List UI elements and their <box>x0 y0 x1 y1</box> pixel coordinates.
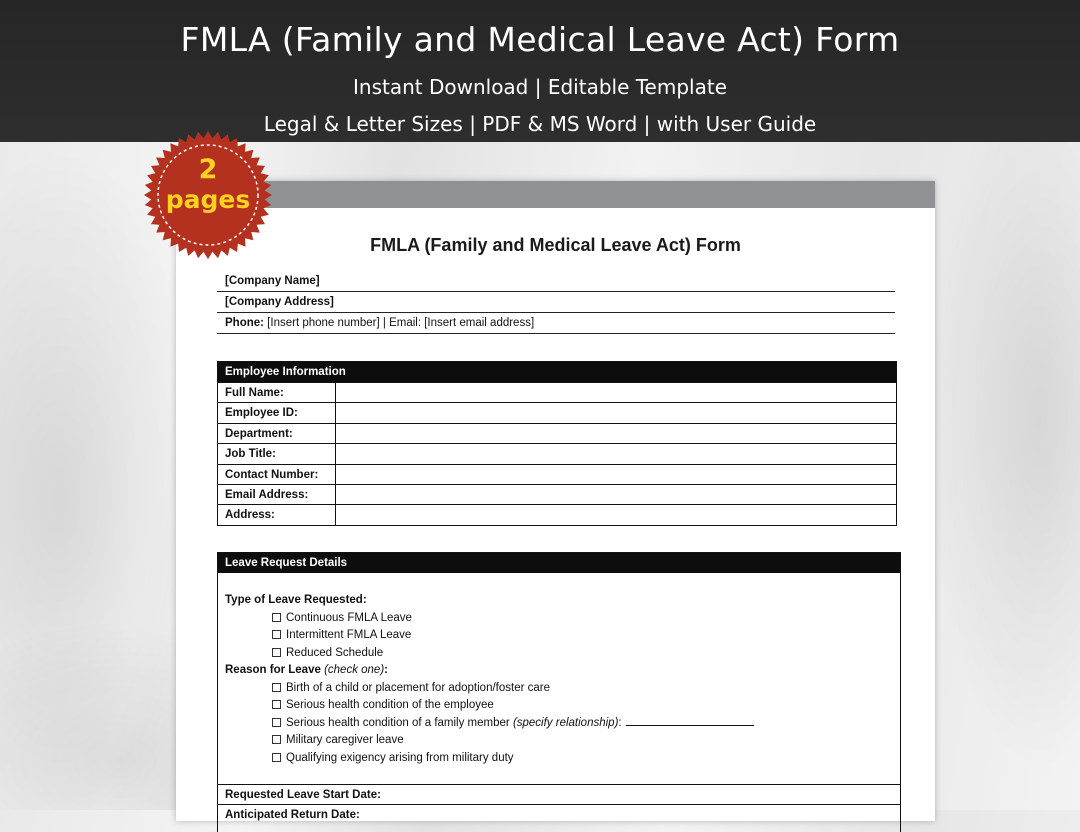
company-block <box>217 271 895 334</box>
option-label: Military caregiver leave <box>286 734 404 746</box>
full-name-field[interactable] <box>336 383 896 402</box>
row-label: Employee ID: <box>218 403 336 422</box>
reason-label-line: Reason for Leave (check one): <box>225 664 389 676</box>
list-item <box>225 645 900 663</box>
list-item <box>225 750 900 768</box>
list-item <box>225 610 900 628</box>
employee-info-table <box>217 361 897 526</box>
option-label: Serious health condition of the employee <box>286 699 494 711</box>
banner-title: FMLA (Family and Medical Leave Act) Form <box>180 20 900 59</box>
address-field[interactable] <box>336 505 896 524</box>
badge-number: 2 <box>198 154 218 185</box>
row-label: Department: <box>218 424 336 443</box>
list-item <box>225 697 900 715</box>
list-item <box>225 680 900 698</box>
option-label: Qualifying exigency arising from military duty <box>286 751 514 764</box>
banner-subtitle-formats: Instant Download | Editable Template <box>353 75 727 99</box>
option-label: Continuous FMLA Leave <box>286 611 412 624</box>
table-row <box>218 382 896 402</box>
table-row <box>218 504 896 524</box>
list-item <box>225 627 900 645</box>
checkbox[interactable] <box>272 700 281 709</box>
phone-label: Phone: <box>225 317 264 329</box>
row-label: Email Address: <box>218 485 336 504</box>
reason-label: Reason for Leave <box>225 664 321 676</box>
option-label: Birth of a child or placement for adoption/foster care <box>286 681 551 694</box>
phone-email-value: [Insert phone number] | Email: [Insert email address] <box>263 317 535 329</box>
checkbox[interactable] <box>272 683 281 692</box>
document-title: FMLA (Family and Medical Leave Act) Form <box>370 235 741 255</box>
banner-subtitle-sizes: Legal & Letter Sizes | PDF & MS Word | with User Guide <box>263 112 817 136</box>
employee-id-field[interactable] <box>336 403 896 422</box>
checkbox[interactable] <box>272 735 281 744</box>
employee-info-header: Employee Information <box>218 362 896 382</box>
checkbox[interactable] <box>272 648 281 657</box>
checkbox[interactable] <box>272 630 281 639</box>
table-row <box>218 402 896 422</box>
start-date-row[interactable]: Requested Leave Start Date: <box>218 784 900 804</box>
document-preview <box>176 181 935 821</box>
department-field[interactable] <box>336 424 896 443</box>
list-item <box>225 732 900 750</box>
leave-request-body <box>218 573 900 784</box>
option-label: Intermittent FMLA Leave <box>286 629 412 641</box>
checkbox[interactable] <box>272 753 281 762</box>
return-date-row[interactable]: Anticipated Return Date: <box>218 804 900 824</box>
company-contact-line <box>217 313 895 334</box>
option-label: Serious health condition of a family member <box>286 716 510 729</box>
row-label: Address: <box>218 505 336 524</box>
relationship-hint: (specify relationship) <box>512 716 619 729</box>
pages-badge <box>143 130 273 260</box>
leave-request-table <box>217 552 901 832</box>
company-name: [Company Name] <box>217 271 895 292</box>
relationship-field[interactable] <box>626 716 754 726</box>
list-item: Serious health condition of a family member (specify relationship): <box>225 715 900 733</box>
table-row <box>218 484 896 504</box>
job-title-field[interactable] <box>336 444 896 463</box>
badge-word: pages <box>165 185 251 214</box>
row-label: Contact Number: <box>218 465 336 484</box>
table-row <box>218 423 896 443</box>
row-label: Job Title: <box>218 444 336 463</box>
table-row <box>218 464 896 484</box>
header-banner <box>0 0 1080 142</box>
document-top-bar <box>176 181 935 208</box>
table-row <box>218 443 896 463</box>
leave-type-label: Type of Leave Requested: <box>225 594 367 606</box>
email-address-field[interactable] <box>336 485 896 504</box>
leave-request-header: Leave Request Details <box>218 553 900 573</box>
checkbox[interactable] <box>272 613 281 622</box>
option-label: Reduced Schedule <box>286 646 384 659</box>
contact-number-field[interactable] <box>336 465 896 484</box>
reason-hint: (check one) <box>324 664 385 676</box>
row-label: Full Name: <box>218 383 336 402</box>
checkbox[interactable] <box>272 718 281 727</box>
company-address: [Company Address] <box>217 292 895 313</box>
